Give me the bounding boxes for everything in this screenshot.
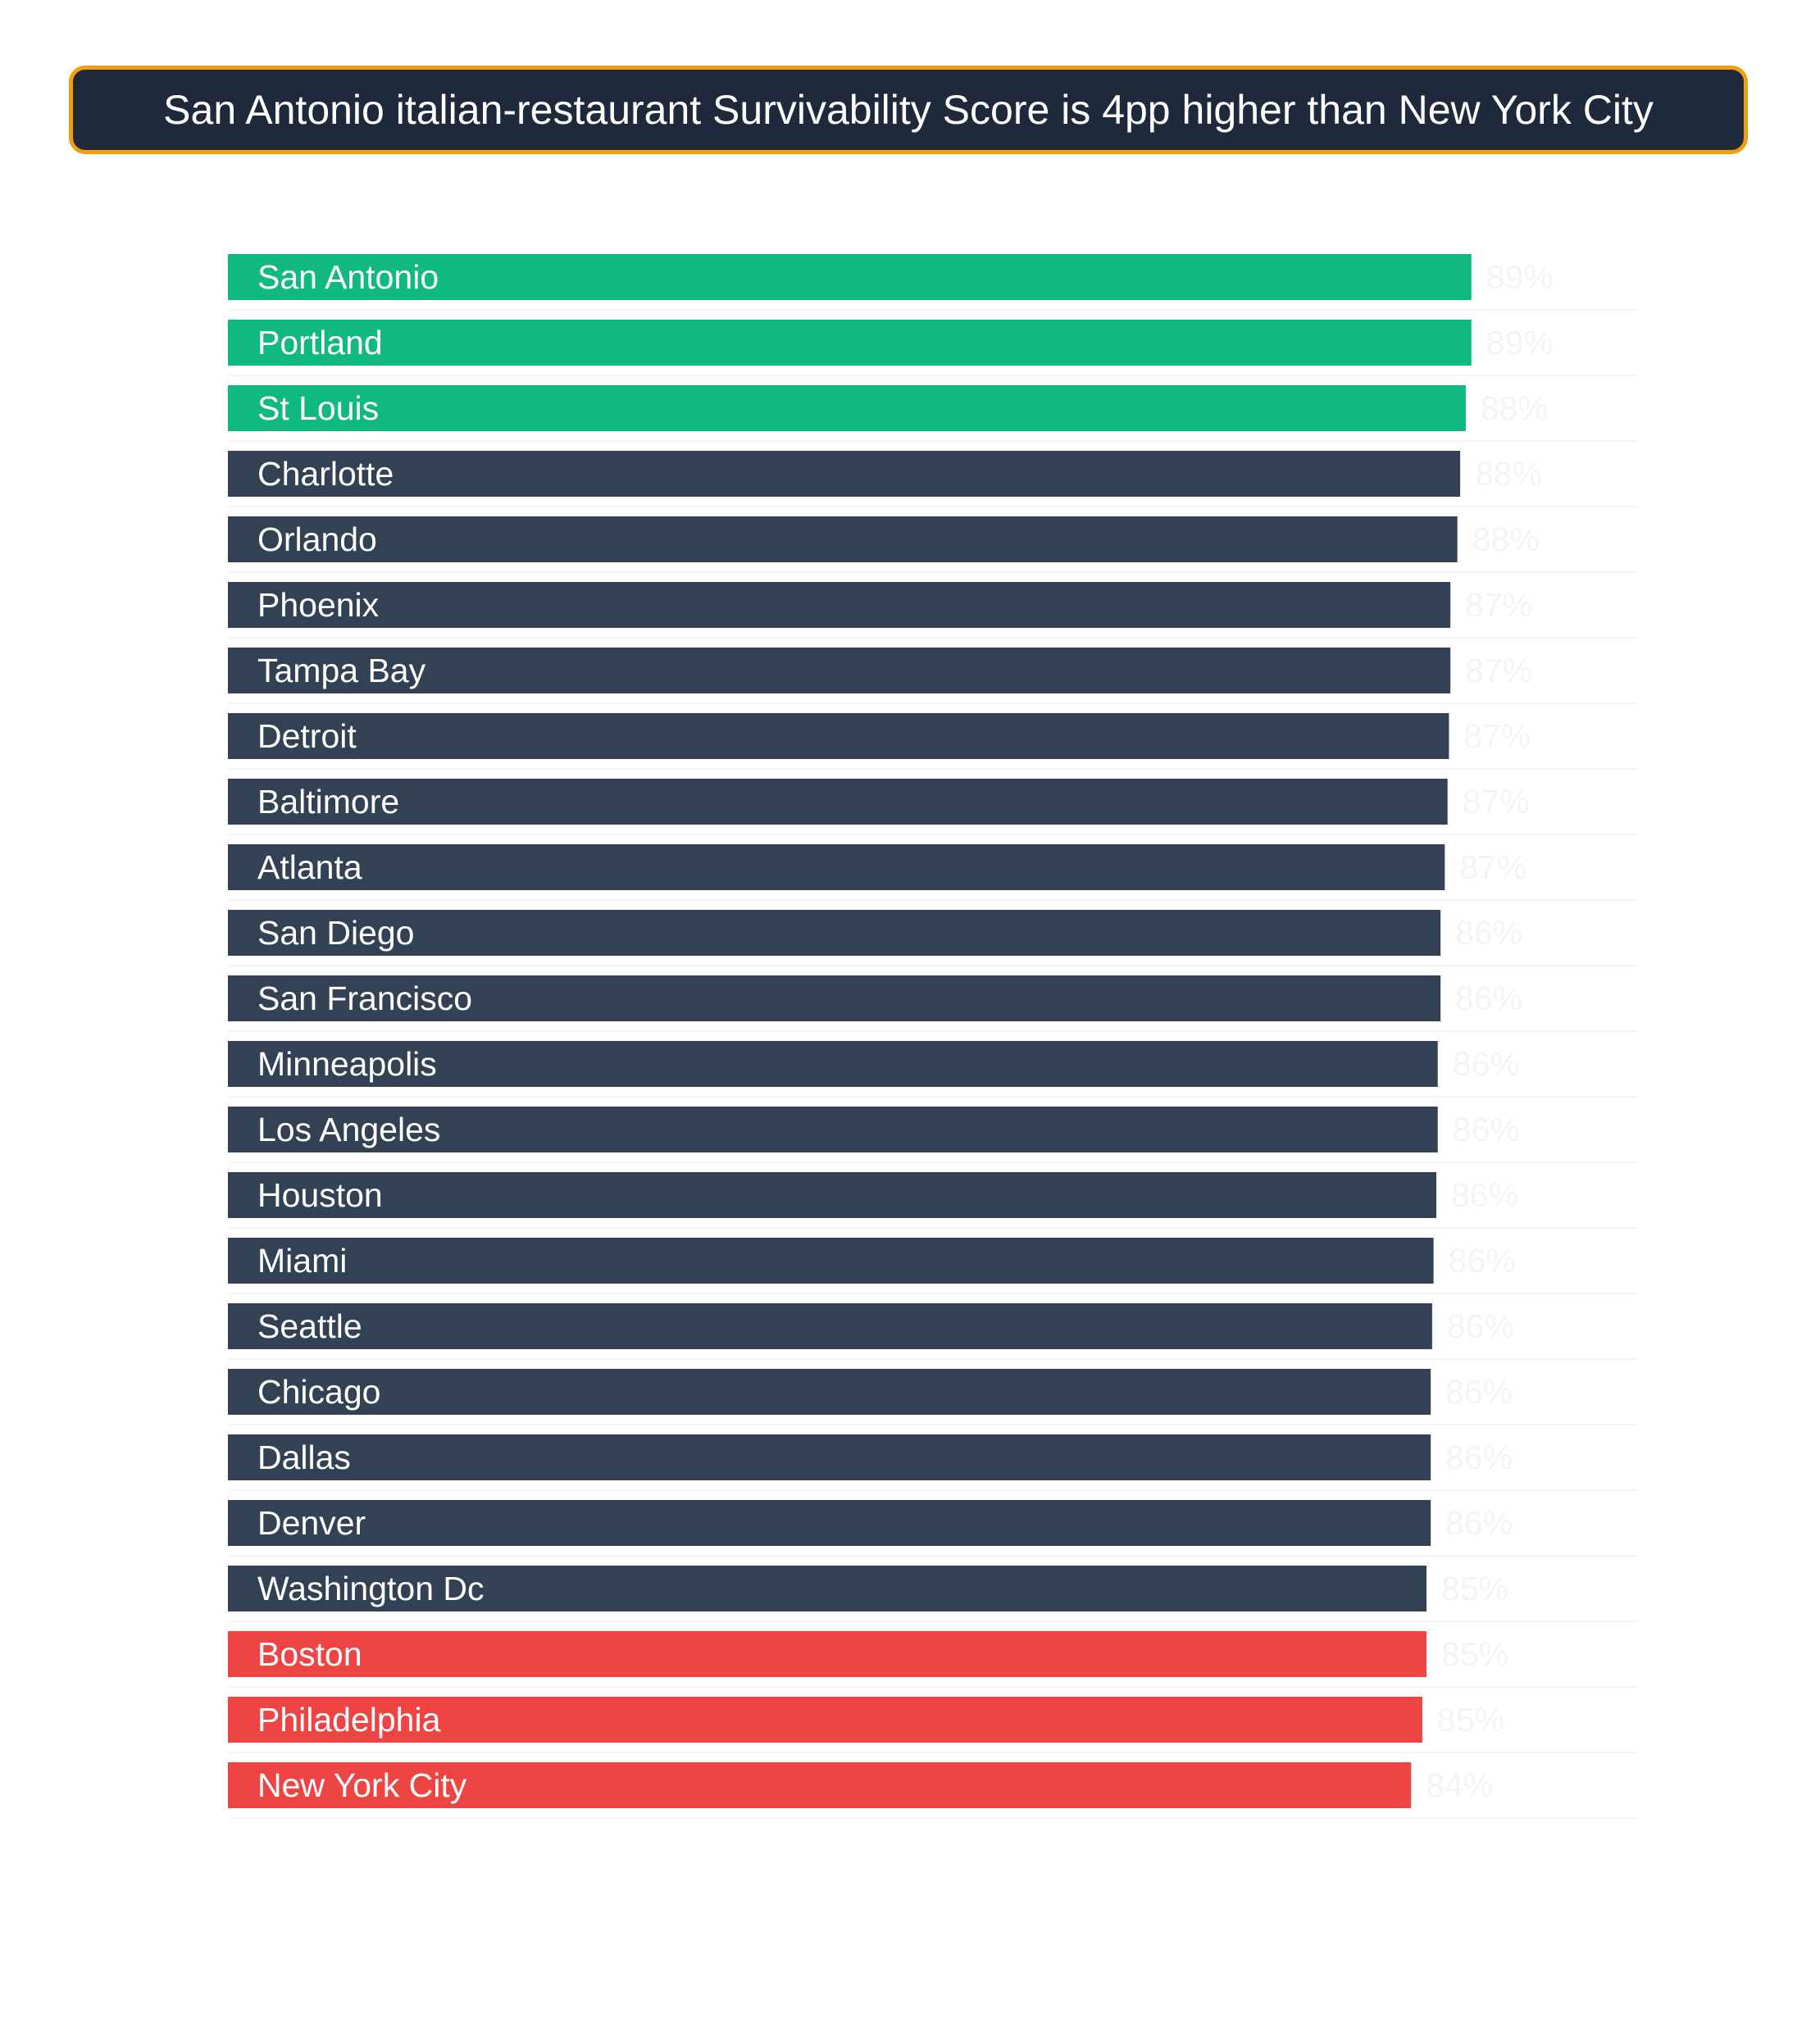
bar-category-label: Los Angeles: [257, 1111, 441, 1148]
bar-value-label: 88%: [1480, 389, 1548, 427]
bar-value-label: 87%: [1462, 783, 1530, 820]
bar-atlanta: [228, 844, 1445, 890]
bar-category-label: Philadelphia: [257, 1701, 441, 1739]
bar-value-label: 88%: [1475, 455, 1543, 493]
bar-value-label: 86%: [1448, 1242, 1516, 1280]
bar-category-label: Miami: [257, 1242, 348, 1280]
bar-value-label: 85%: [1441, 1635, 1509, 1673]
bar-value-label: 88%: [1472, 520, 1540, 558]
bar-category-label: Portland: [257, 324, 383, 361]
bar-value-label: 89%: [1486, 324, 1554, 361]
bar-value-label: 86%: [1445, 1439, 1513, 1476]
bar-value-label: 87%: [1465, 586, 1533, 624]
bar-value-label: 86%: [1451, 1176, 1519, 1214]
bar-value-label: 85%: [1436, 1701, 1504, 1739]
bar-value-label: 86%: [1445, 1373, 1513, 1411]
bar-category-label: Denver: [257, 1504, 366, 1542]
bar-category-label: Seattle: [257, 1307, 362, 1345]
bar-chicago: [228, 1369, 1431, 1415]
bar-category-label: Atlanta: [257, 848, 362, 886]
bar-category-label: Dallas: [257, 1439, 351, 1476]
bar-detroit: [228, 713, 1449, 759]
bar-dallas: [228, 1434, 1431, 1480]
bar-value-label: 86%: [1446, 1307, 1514, 1345]
bar-houston: [228, 1172, 1436, 1218]
bar-category-label: Charlotte: [257, 455, 394, 493]
bar-category-label: St Louis: [257, 389, 380, 427]
bar-value-label: 87%: [1463, 717, 1531, 755]
bar-value-label: 86%: [1445, 1504, 1513, 1542]
bar-category-label: Phoenix: [257, 586, 380, 624]
bar-value-label: 85%: [1441, 1570, 1509, 1607]
bar-seattle: [228, 1303, 1432, 1349]
bar-category-label: San Francisco: [257, 980, 473, 1017]
bar-value-label: 87%: [1465, 652, 1533, 689]
bar-value-label: 86%: [1455, 914, 1523, 952]
bar-category-label: New York City: [257, 1766, 467, 1804]
bar-value-label: 89%: [1486, 258, 1554, 296]
bar-category-label: Baltimore: [257, 783, 400, 820]
bar-category-label: Orlando: [257, 520, 377, 558]
bar-category-label: Tampa Bay: [257, 652, 426, 689]
bar-value-label: 86%: [1452, 1111, 1520, 1148]
bar-orlando: [228, 516, 1458, 562]
bar-miami: [228, 1238, 1434, 1284]
bar-phoenix: [228, 582, 1450, 628]
bar-value-label: 86%: [1452, 1045, 1520, 1083]
bar-denver: [228, 1500, 1431, 1546]
bar-boston: [228, 1631, 1426, 1677]
bar-baltimore: [228, 779, 1448, 825]
bar-portland: [228, 320, 1472, 366]
bar-value-label: 87%: [1459, 848, 1527, 886]
chart-title: San Antonio italian-restaurant Survivability Score is 4pp higher than New York City: [163, 87, 1654, 133]
bar-value-label: 84%: [1426, 1766, 1494, 1804]
bar-charlotte: [228, 451, 1460, 497]
bar-category-label: Washington Dc: [257, 1570, 485, 1607]
bar-category-label: Houston: [257, 1176, 383, 1214]
bar-value-label: 86%: [1455, 980, 1523, 1017]
bar-category-label: Boston: [257, 1635, 362, 1673]
bar-category-label: Chicago: [257, 1373, 381, 1411]
bar-category-label: Minneapolis: [257, 1045, 437, 1083]
bar-category-label: San Antonio: [257, 258, 439, 296]
bar-category-label: San Diego: [257, 914, 415, 952]
bar-category-label: Detroit: [257, 717, 357, 755]
bar-st-louis: [228, 385, 1466, 431]
